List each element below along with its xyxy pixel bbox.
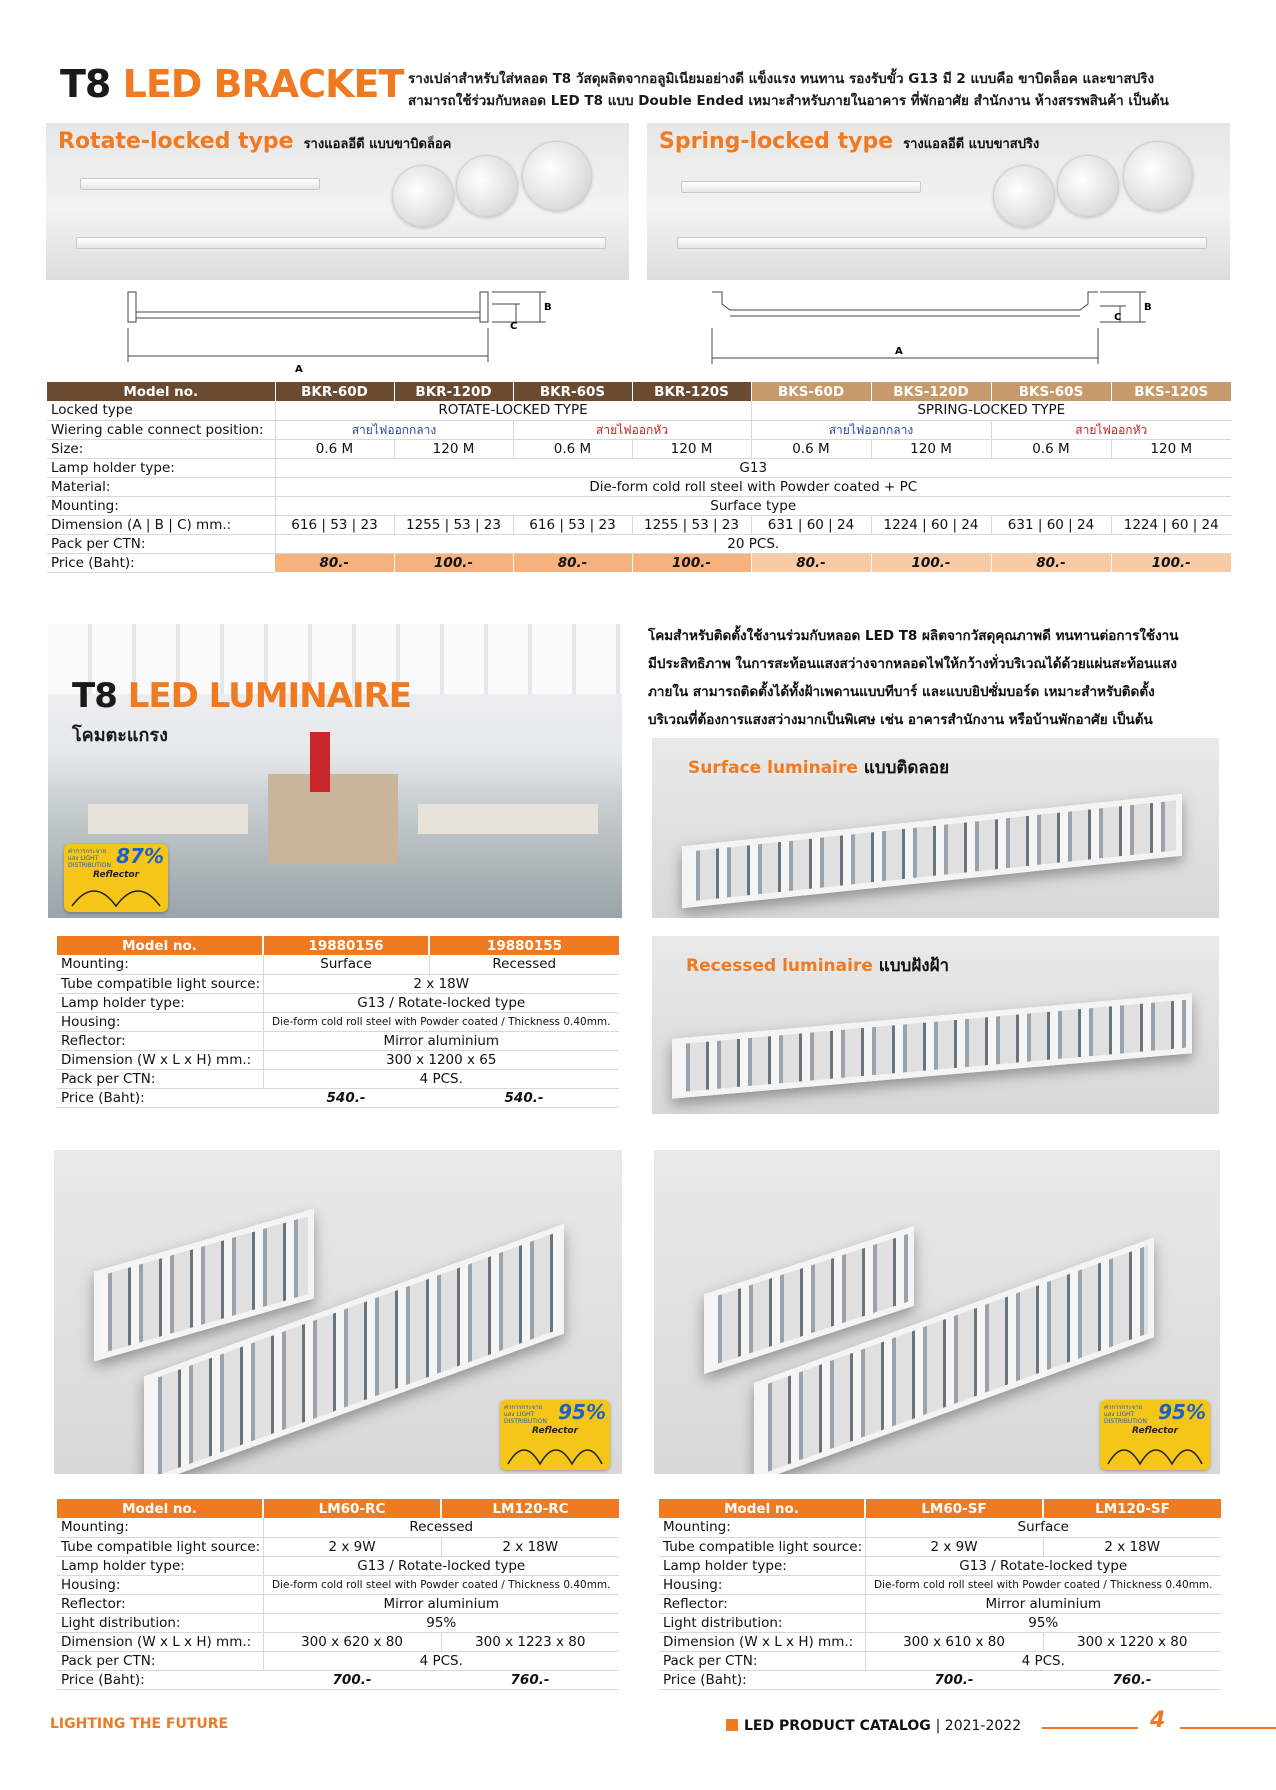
row-label: Reflector:: [57, 1031, 263, 1050]
cell: Recessed: [429, 955, 619, 974]
bracket-short-image: [80, 178, 320, 190]
cell: Surface: [263, 955, 429, 974]
model-col: BKR-60D: [275, 382, 394, 401]
dim-c-label: C: [1114, 312, 1122, 323]
desc-line: โคมสำหรับติดตั้งใช้งานร่วมกับหลอด LED T8 ผลิตจากวัสดุคุณภาพดี ทนทานต่อการใช้งาน: [648, 628, 1179, 644]
cell: Recessed: [263, 1518, 619, 1537]
surface-label: [688, 754, 949, 781]
cell: 4 PCS.: [263, 1651, 619, 1670]
light-distribution-icon: [506, 1440, 604, 1466]
red-panel: [310, 732, 330, 792]
cell: 300 x 1220 x 80: [1043, 1632, 1221, 1651]
header-model-label: Model no.: [659, 1499, 865, 1518]
luminaire-title: [72, 676, 411, 716]
row-label: Size:: [47, 439, 275, 458]
header-model-label: Model no.: [57, 1499, 263, 1518]
detail-circle-1: [392, 165, 454, 227]
row-label: Dimension (W x L x H) mm.:: [659, 1632, 865, 1651]
cell: 1255 | 53 | 23: [394, 515, 513, 534]
cell: SPRING-LOCKED TYPE: [751, 401, 1231, 420]
cell: 2 x 18W: [263, 974, 619, 993]
row-label: Mounting:: [57, 1518, 263, 1537]
recessed-luminaire-photo: [652, 936, 1219, 1114]
cell: 120 M: [871, 439, 991, 458]
rotate-dimension-drawing: [100, 284, 580, 376]
price-cell: 760.-: [1043, 1670, 1221, 1689]
footer-catalog-label: LED PRODUCT CATALOG: [744, 1718, 931, 1734]
detail-circle-3: [1123, 141, 1193, 211]
model-col: BKS-60S: [991, 382, 1111, 401]
dim-a-label: A: [895, 346, 903, 357]
price-cell: 760.-: [441, 1670, 619, 1689]
dim-c-label: C: [510, 321, 518, 332]
table-row: [659, 1556, 1221, 1575]
row-label: Light distribution:: [57, 1613, 263, 1632]
row-label: Housing:: [57, 1012, 263, 1031]
intro-line-2: สามารถใช้ร่วมกับหลอด LED T8 แบบ Double Ended เหมาะสำหรับภายในอาคาร ที่พักอาศัย สำนักงาน ห้างสรรพสินค้า เป็นต้น: [408, 93, 1169, 109]
cell: ROTATE-LOCKED TYPE: [275, 401, 751, 420]
desk-right: [418, 804, 598, 834]
table-row: [57, 974, 619, 993]
cell: 95%: [263, 1613, 619, 1632]
surface-pair-photo: [654, 1150, 1220, 1474]
row-label: Housing:: [659, 1575, 865, 1594]
table-row: [659, 1594, 1221, 1613]
cell: 2 x 9W: [263, 1537, 441, 1556]
table-row: [659, 1537, 1221, 1556]
table-row: [57, 1518, 619, 1537]
model-col: LM60-RC: [263, 1499, 441, 1518]
desc-line: ภายใน สามารถติดตั้งได้ทั้งฝ้าเพดานแบบทีบาร์ และแบบยิปซั่มบอร์ด เหมาะสำหรับติดตั้ง: [648, 684, 1155, 700]
badge-caption: ค่าการกระจายแสง LIGHT DISTRIBUTION: [1104, 1404, 1147, 1425]
table-row: [57, 955, 619, 974]
recessed-label: [686, 952, 949, 979]
cell: 0.6 M: [751, 439, 871, 458]
bracket-short-image: [681, 181, 921, 193]
rotate-title: Rotate-locked type: [58, 129, 294, 154]
luminaire-spec-table-3: [659, 1499, 1221, 1690]
table-row: [659, 1575, 1221, 1594]
detail-circle-1: [993, 165, 1055, 227]
cell: 300 x 620 x 80: [263, 1632, 441, 1651]
cell: 0.6 M: [991, 439, 1111, 458]
bracket-long-image: [677, 237, 1207, 249]
cell: 4 PCS.: [865, 1651, 1221, 1670]
title-color: LED BRACKET: [122, 62, 404, 106]
row-label: Mounting:: [47, 496, 275, 515]
badge-label: Reflector: [531, 1426, 579, 1436]
cell: 2 x 18W: [1043, 1537, 1221, 1556]
rotate-locked-panel: [46, 123, 629, 280]
cell: 300 x 1200 x 65: [263, 1050, 619, 1069]
row-label: Lamp holder type:: [57, 1556, 263, 1575]
row-label: Tube compatible light source:: [659, 1537, 865, 1556]
page-number: 4: [1150, 1708, 1166, 1733]
surface-luminaire-photo: [652, 738, 1219, 918]
price-cell: 700.-: [263, 1670, 441, 1689]
model-col: LM120-SF: [1043, 1499, 1221, 1518]
cell: Surface: [865, 1518, 1221, 1537]
badge-percentage: 95%: [558, 1400, 606, 1424]
detail-circle-2: [456, 155, 518, 217]
cell: Mirror aluminium: [263, 1031, 619, 1050]
row-label: Locked type: [47, 401, 275, 420]
table-row: [57, 1088, 619, 1107]
cell: 2 x 18W: [441, 1537, 619, 1556]
price-cell: 80.-: [751, 553, 871, 572]
surface-subtitle: แบบติดลอย: [863, 758, 950, 778]
footer-square-icon: [726, 1719, 738, 1731]
cell: 120 M: [394, 439, 513, 458]
table-row: [47, 458, 1231, 477]
badge-percentage: 95%: [1158, 1400, 1206, 1424]
bracket-long-image: [76, 237, 606, 249]
row-label: Price (Baht):: [57, 1670, 263, 1689]
luminaire-title-color: LED LUMINAIRE: [127, 676, 412, 716]
row-label: Price (Baht):: [47, 553, 275, 572]
model-col: BKS-120S: [1111, 382, 1231, 401]
row-label: Pack per CTN:: [57, 1069, 263, 1088]
header-model-label: Model no.: [47, 382, 275, 401]
price-cell: 80.-: [991, 553, 1111, 572]
row-label: Wiering cable connect position:: [47, 420, 275, 439]
badge-caption: ค่าการกระจายแสง LIGHT DISTRIBUTION: [504, 1404, 547, 1425]
row-label: Light distribution:: [659, 1613, 865, 1632]
office-photo: [48, 624, 622, 918]
row-label: Price (Baht):: [57, 1088, 263, 1107]
surface-fixture-image: [682, 794, 1182, 909]
spring-subtitle: รางแอลอีดี แบบขาสปริง: [903, 137, 1040, 152]
cell: 0.6 M: [275, 439, 394, 458]
cell: 631 | 60 | 24: [991, 515, 1111, 534]
intro-line-1: รางเปล่าสำหรับใส่หลอด T8 วัสดุผลิตจากอลูมิเนียมอย่างดี แข็งแรง ทนทาน รองรับขั้ว G13 มี 2 แบบคือ ขาบิดล็อค และขาสปริง: [408, 71, 1155, 87]
table-row: [57, 1613, 619, 1632]
cell: 2 x 9W: [865, 1537, 1043, 1556]
cabinet: [268, 774, 398, 864]
model-col: BKS-120D: [871, 382, 991, 401]
cell: สายไฟออกหัว: [513, 420, 751, 439]
badge-label: Reflector: [92, 870, 140, 880]
title-bold: T8: [60, 62, 111, 106]
table-row: [47, 496, 1231, 515]
row-label: Pack per CTN:: [57, 1651, 263, 1670]
table-row: [57, 993, 619, 1012]
cell: G13 / Rotate-locked type: [865, 1556, 1221, 1575]
row-label: Pack per CTN:: [47, 534, 275, 553]
detail-circle-2: [1057, 155, 1119, 217]
price-cell: 100.-: [1111, 553, 1231, 572]
table-row: [57, 1670, 619, 1689]
badge-label: Reflector: [1131, 1426, 1179, 1436]
reflector-badge-95: [1100, 1400, 1210, 1470]
cell: Die-form cold roll steel with Powder coated + PC: [275, 477, 1231, 496]
row-label: Reflector:: [57, 1594, 263, 1613]
row-label: Price (Baht):: [659, 1670, 865, 1689]
footer-rule-right: [1180, 1727, 1276, 1729]
table-header-row: [57, 1499, 619, 1518]
model-col: LM60-SF: [865, 1499, 1043, 1518]
row-label: Reflector:: [659, 1594, 865, 1613]
cell: 1224 | 60 | 24: [1111, 515, 1231, 534]
table-row: [47, 401, 1231, 420]
row-label: Material:: [47, 477, 275, 496]
table-row: [659, 1670, 1221, 1689]
cell: 300 x 610 x 80: [865, 1632, 1043, 1651]
header-model-label: Model no.: [57, 936, 263, 955]
reflector-badge-87: [64, 844, 168, 912]
footer-rule-left: [1042, 1727, 1138, 1729]
table-row: [57, 1651, 619, 1670]
price-cell: 80.-: [275, 553, 394, 572]
footer-year: | 2021-2022: [935, 1718, 1022, 1734]
table-row: [659, 1613, 1221, 1632]
price-cell: 80.-: [513, 553, 632, 572]
cell: Die-form cold roll steel with Powder coated / Thickness 0.40mm.: [865, 1575, 1221, 1594]
model-col: 19880156: [263, 936, 429, 955]
table-row: [57, 1012, 619, 1031]
cell: 616 | 53 | 23: [275, 515, 394, 534]
spring-locked-panel: [647, 123, 1230, 280]
table-row: [57, 1594, 619, 1613]
cell: G13: [275, 458, 1231, 477]
table-row: [47, 420, 1231, 439]
cell: สายไฟออกหัว: [991, 420, 1231, 439]
table-row: [47, 515, 1231, 534]
row-label: Mounting:: [659, 1518, 865, 1537]
table-row: [57, 1632, 619, 1651]
table-row: [57, 1031, 619, 1050]
row-label: Pack per CTN:: [659, 1651, 865, 1670]
rotate-panel-title: [58, 129, 451, 154]
table-row: [47, 439, 1231, 458]
cell: 631 | 60 | 24: [751, 515, 871, 534]
cell: 120 M: [632, 439, 751, 458]
row-label: Tube compatible light source:: [57, 1537, 263, 1556]
rotate-subtitle: รางแอลอีดี แบบขาบิดล็อค: [303, 137, 452, 152]
light-distribution-icon: [70, 882, 162, 908]
page-title: [60, 62, 403, 106]
cell: 4 PCS.: [263, 1069, 619, 1088]
spring-dimension-drawing: [700, 284, 1180, 376]
cell: สายไฟออกกลาง: [275, 420, 513, 439]
desc-line: มีประสิทธิภาพ ในการสะท้อนแสงสว่างจากหลอดไฟให้กว้างทั่วบริเวณได้ด้วยแผ่นสะท้อนแสง: [648, 656, 1177, 672]
recessed-title: Recessed luminaire: [686, 956, 873, 976]
price-cell: 540.-: [263, 1088, 429, 1107]
detail-circle-3: [522, 141, 592, 211]
row-label: Housing:: [57, 1575, 263, 1594]
recessed-pair-photo: [54, 1150, 622, 1474]
recessed-fixture-image: [672, 993, 1192, 1098]
price-cell: 540.-: [429, 1088, 619, 1107]
row-label: Dimension (W x L x H) mm.:: [57, 1050, 263, 1069]
badge-percentage: 87%: [116, 844, 164, 868]
table-row: [47, 534, 1231, 553]
luminaire-subtitle: โคมตะแกรง: [72, 725, 168, 746]
cell: G13 / Rotate-locked type: [263, 1556, 619, 1575]
row-label: Lamp holder type:: [57, 993, 263, 1012]
table-row: [57, 1575, 619, 1594]
price-cell: 100.-: [871, 553, 991, 572]
price-row: [47, 553, 1231, 572]
dim-b-label: B: [544, 302, 552, 313]
row-label: Dimension (A | B | C) mm.:: [47, 515, 275, 534]
footer-catalog: [726, 1718, 1021, 1734]
light-distribution-icon: [1106, 1440, 1204, 1466]
cell: 95%: [865, 1613, 1221, 1632]
recessed-subtitle: แบบฝังฝ้า: [878, 956, 950, 976]
row-label: Lamp holder type:: [47, 458, 275, 477]
cell: Die-form cold roll steel with Powder coated / Thickness 0.40mm.: [263, 1012, 619, 1031]
cell: G13 / Rotate-locked type: [263, 993, 619, 1012]
dim-b-label: B: [1144, 302, 1152, 313]
table-header-row: [47, 382, 1231, 401]
luminaire-description: [648, 622, 1248, 734]
table-row: [57, 1556, 619, 1575]
desc-line: บริเวณที่ต้องการแสงสว่างมากเป็นพิเศษ เช่น อาคารสำนักงาน หรือบ้านพักอาศัย เป็นต้น: [648, 712, 1153, 728]
model-col: LM120-RC: [441, 1499, 619, 1518]
surface-title: Surface luminaire: [688, 758, 858, 778]
table-header-row: [659, 1499, 1221, 1518]
reflector-badge-95: [500, 1400, 610, 1470]
table-row: [57, 1069, 619, 1088]
price-cell: 100.-: [632, 553, 751, 572]
cell: 616 | 53 | 23: [513, 515, 632, 534]
intro-text: [408, 68, 1208, 112]
cell: 1224 | 60 | 24: [871, 515, 991, 534]
bracket-spec-table: [47, 382, 1231, 573]
luminaire-spec-table-1: [57, 936, 619, 1108]
model-col: 19880155: [429, 936, 619, 955]
table-row: [57, 1537, 619, 1556]
table-row: [47, 477, 1231, 496]
row-label: Tube compatible light source:: [57, 974, 263, 993]
spring-panel-title: [659, 129, 1039, 154]
spring-title: Spring-locked type: [659, 129, 894, 154]
cell: Mirror aluminium: [865, 1594, 1221, 1613]
desk-left: [88, 804, 248, 834]
row-label: Dimension (W x L x H) mm.:: [57, 1632, 263, 1651]
luminaire-title-bold: T8: [72, 676, 117, 716]
cell: Surface type: [275, 496, 1231, 515]
model-col: BKR-120D: [394, 382, 513, 401]
price-cell: 100.-: [394, 553, 513, 572]
price-cell: 700.-: [865, 1670, 1043, 1689]
footer-slogan: LIGHTING THE FUTURE: [50, 1716, 229, 1732]
cell: 300 x 1223 x 80: [441, 1632, 619, 1651]
dim-a-label: A: [295, 364, 303, 375]
cell: Mirror aluminium: [263, 1594, 619, 1613]
model-col: BKS-60D: [751, 382, 871, 401]
cell: สายไฟออกกลาง: [751, 420, 991, 439]
model-col: BKR-120S: [632, 382, 751, 401]
row-label: Lamp holder type:: [659, 1556, 865, 1575]
cell: 20 PCS.: [275, 534, 1231, 553]
cell: 1255 | 53 | 23: [632, 515, 751, 534]
table-header-row: [57, 936, 619, 955]
badge-caption: ค่าการกระจายแสง LIGHT DISTRIBUTION: [68, 848, 111, 869]
table-row: [659, 1518, 1221, 1537]
cell: 0.6 M: [513, 439, 632, 458]
table-row: [57, 1050, 619, 1069]
luminaire-spec-table-2: [57, 1499, 619, 1690]
row-label: Mounting:: [57, 955, 263, 974]
cell: 120 M: [1111, 439, 1231, 458]
table-row: [659, 1651, 1221, 1670]
cell: Die-form cold roll steel with Powder coated / Thickness 0.40mm.: [263, 1575, 619, 1594]
model-col: BKR-60S: [513, 382, 632, 401]
table-row: [659, 1632, 1221, 1651]
